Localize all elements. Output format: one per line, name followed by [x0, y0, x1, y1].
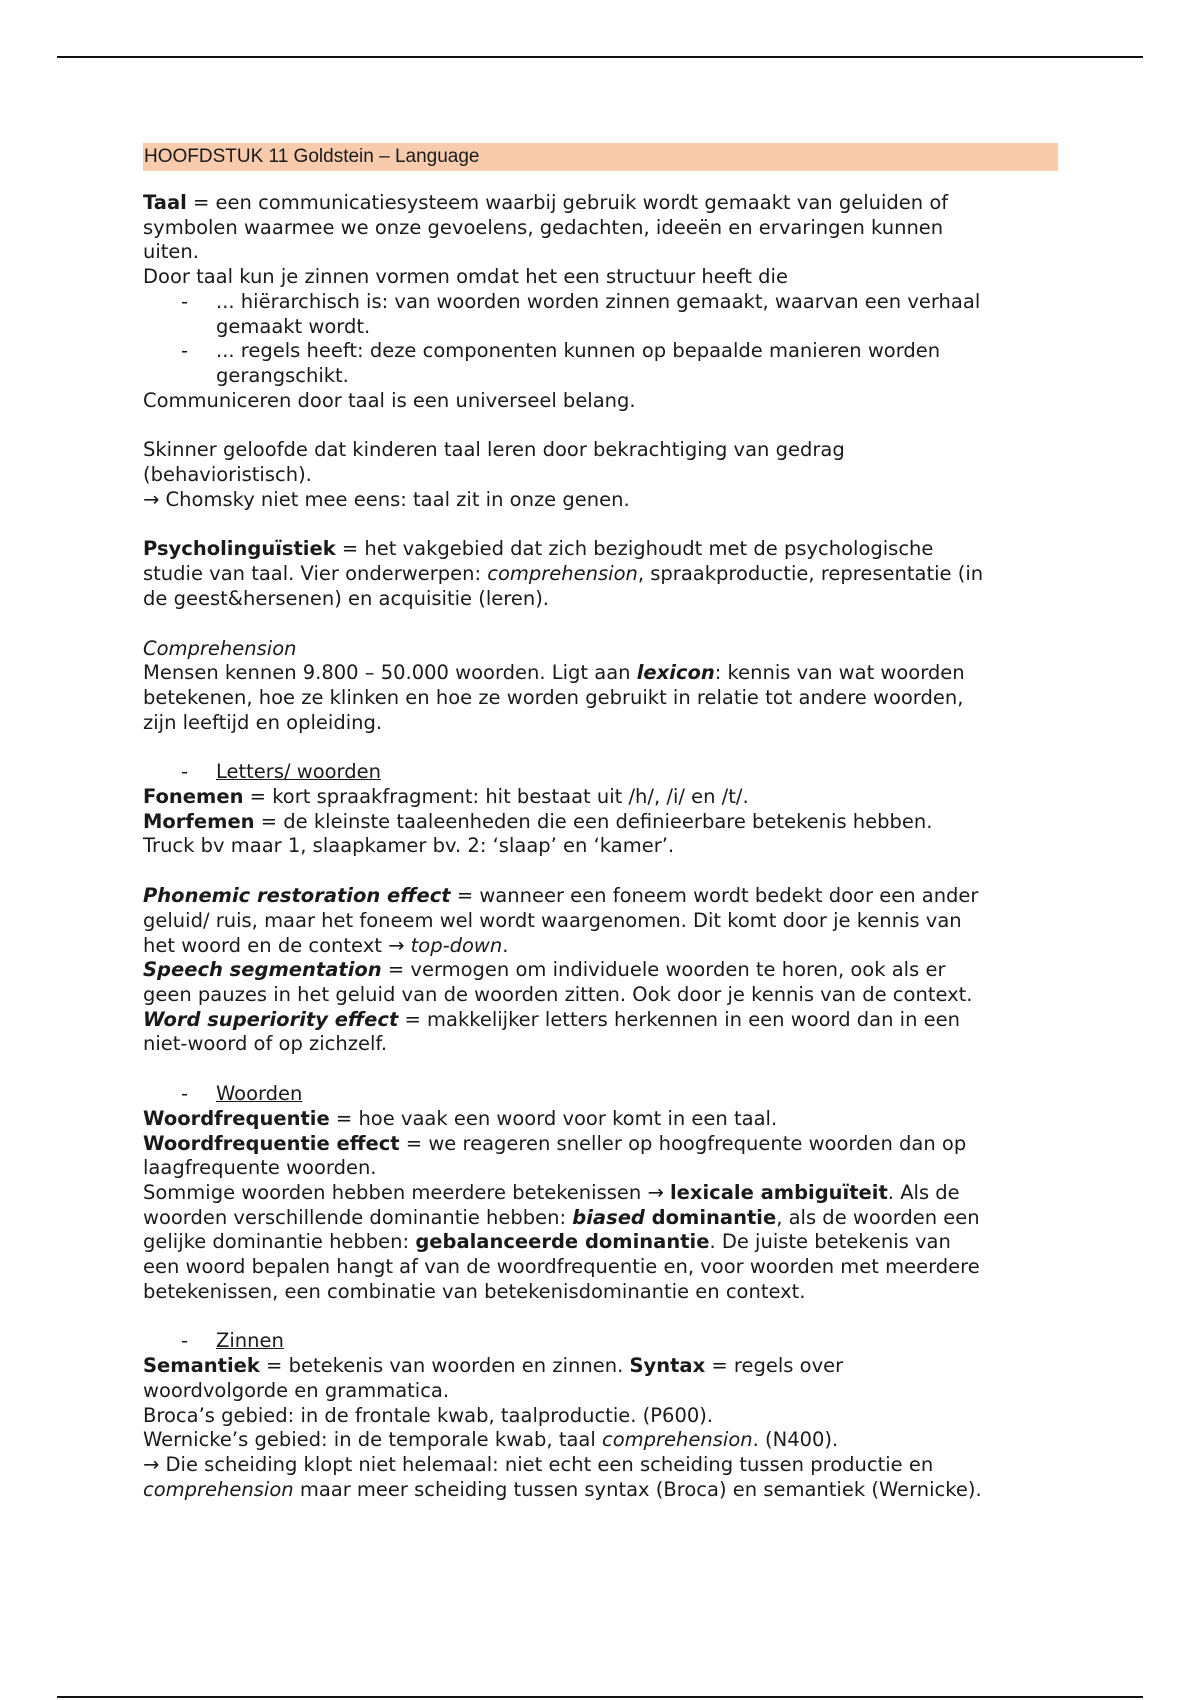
paragraph-taal: Taal = een communicatiesysteem waarbij gebruik wordt gemaakt van geluiden of symbolen waarmee we onze gevoelens, gedachten, ideeën en ervaringen kunnen uiten. Door taal kun je zinnen vormen omdat het een structuur heeft die - ... hiërarchisch is: van woorden worden zinnen gemaakt, waarvan een verhaal gemaakt wordt. - ... regels heeft: deze componenten kunnen op bepaalde manieren worden gerangschikt. Communiceren door taal is een universeel belang.	[143, 191, 1058, 413]
term-woordfrequentie-effect: Woordfrequentie effect	[143, 1131, 400, 1155]
bullet-dash: -	[181, 339, 189, 363]
bullet-dash: -	[181, 760, 189, 784]
term-taal: Taal	[143, 191, 187, 214]
bullet-dash: -	[181, 1329, 189, 1353]
term-morfemen: Morfemen	[143, 809, 255, 833]
list-item: - ... regels heeft: deze componenten kunnen op bepaalde manieren worden gerangschikt.	[143, 339, 1058, 388]
subsection-heading: Letters/ woorden	[216, 760, 381, 784]
section-letters-woorden: - Letters/ woorden Fonemen = kort spraakfragment: hit bestaat uit /h/, /i/ en /t/. Morfemen = de kleinste taaleenheden die een definieerbare betekenis hebben. Truck bv maar 1, slaapkamer bv. 2: ‘slaap’ en ‘kamer’.	[143, 760, 933, 858]
paragraph-psycholinguistiek: Psycholinguïstiek = het vakgebied dat zich bezighoudt met de psychologische studie van taal. Vier onderwerpen: comprehension, spraakproductie, representatie (in de geest&hersenen) en acquisitie (leren).	[143, 537, 984, 610]
subsection-heading: Zinnen	[216, 1329, 284, 1353]
section-zinnen: - Zinnen Semantiek = betekenis van woorden en zinnen. Syntax = regels over woordvolgorde en grammatica. Broca’s gebied: in de frontale kwab, taalproductie. (P600). Wernicke’s gebied: in de temporale kwab, taal comprehension. (N400). → Die scheiding klopt niet helemaal: niet echt een scheiding tussen productie en comprehension maar meer scheiding tussen syntax (Broca) en semantiek (Wernicke).	[143, 1329, 982, 1501]
term-syntax: Syntax	[629, 1354, 706, 1378]
section-heading: Comprehension	[143, 636, 297, 660]
section-comprehension: Comprehension Mensen kennen 9.800 – 50.000 woorden. Ligt aan lexicon: kennis van wat woorden betekenen, hoe ze klinken en hoe ze worden gebruikt in relatie tot andere woorden, zijn leeftijd en opleiding.	[143, 636, 965, 734]
document-body	[143, 143, 1058, 1502]
term-word-superiority: Word superiority effect	[143, 1007, 399, 1031]
term-psycholinguistiek: Psycholinguïstiek	[143, 537, 336, 561]
bullet-dash: -	[181, 289, 189, 313]
list-item: - ... hiërarchisch is: van woorden worden zinnen gemaakt, waarvan een verhaal gemaakt wordt.	[143, 290, 1058, 339]
paragraph-skinner: Skinner geloofde dat kinderen taal leren door bekrachtiging van gedrag (behavioristisch). → Chomsky niet mee eens: taal zit in onze genen.	[143, 438, 845, 511]
term-lexicale-ambiguiteit: lexicale ambiguïteit	[670, 1180, 888, 1204]
term-semantiek: Semantiek	[143, 1354, 260, 1378]
bullet-dash: -	[181, 1082, 189, 1106]
term-woordfrequentie: Woordfrequentie	[143, 1106, 330, 1130]
term-fonemen: Fonemen	[143, 785, 244, 809]
header-rule	[57, 56, 1143, 58]
term-lexicon: lexicon	[636, 661, 715, 685]
term-gebalanceerde-dominantie: gebalanceerde dominantie	[415, 1230, 710, 1254]
term-phonemic-restoration: Phonemic restoration effect	[143, 884, 451, 908]
term-speech-segmentation: Speech segmentation	[143, 958, 382, 982]
chapter-title: HOOFDSTUK 11 Goldstein – Language	[143, 143, 1058, 171]
paragraph-effects: Phonemic restoration effect = wanneer een foneem wordt bedekt door een ander geluid/ ruis, maar het foneem wel wordt waargenomen. Dit komt door je kennis van het woord en de context → top-down. Speech segmentation = vermogen om individuele woorden te horen, ook als er geen pauzes in het geluid van de woorden zitten. Ook door je kennis van de context. Word superiority effect = makkelijker letters herkennen in een woord dan in een niet-woord of op zichzelf.	[143, 884, 979, 1056]
subsection-heading: Woorden	[216, 1082, 303, 1106]
footer-rule	[57, 1696, 1143, 1698]
section-woorden: - Woorden Woordfrequentie = hoe vaak een woord voor komt in een taal. Woordfrequentie effect = we reageren sneller op hoogfrequente woorden dan op laagfrequente woorden. Sommige woorden hebben meerdere betekenissen → lexicale ambiguïteit. Als de woorden verschillende dominantie hebben: biased dominantie, als de woorden een gelijke dominantie hebben: gebalanceerde dominantie. De juiste betekenis van een woord bepalen hangt af van de woordfrequentie en, voor woorden met meerdere betekenissen, een combinatie van betekenisdominantie en context.	[143, 1082, 980, 1303]
